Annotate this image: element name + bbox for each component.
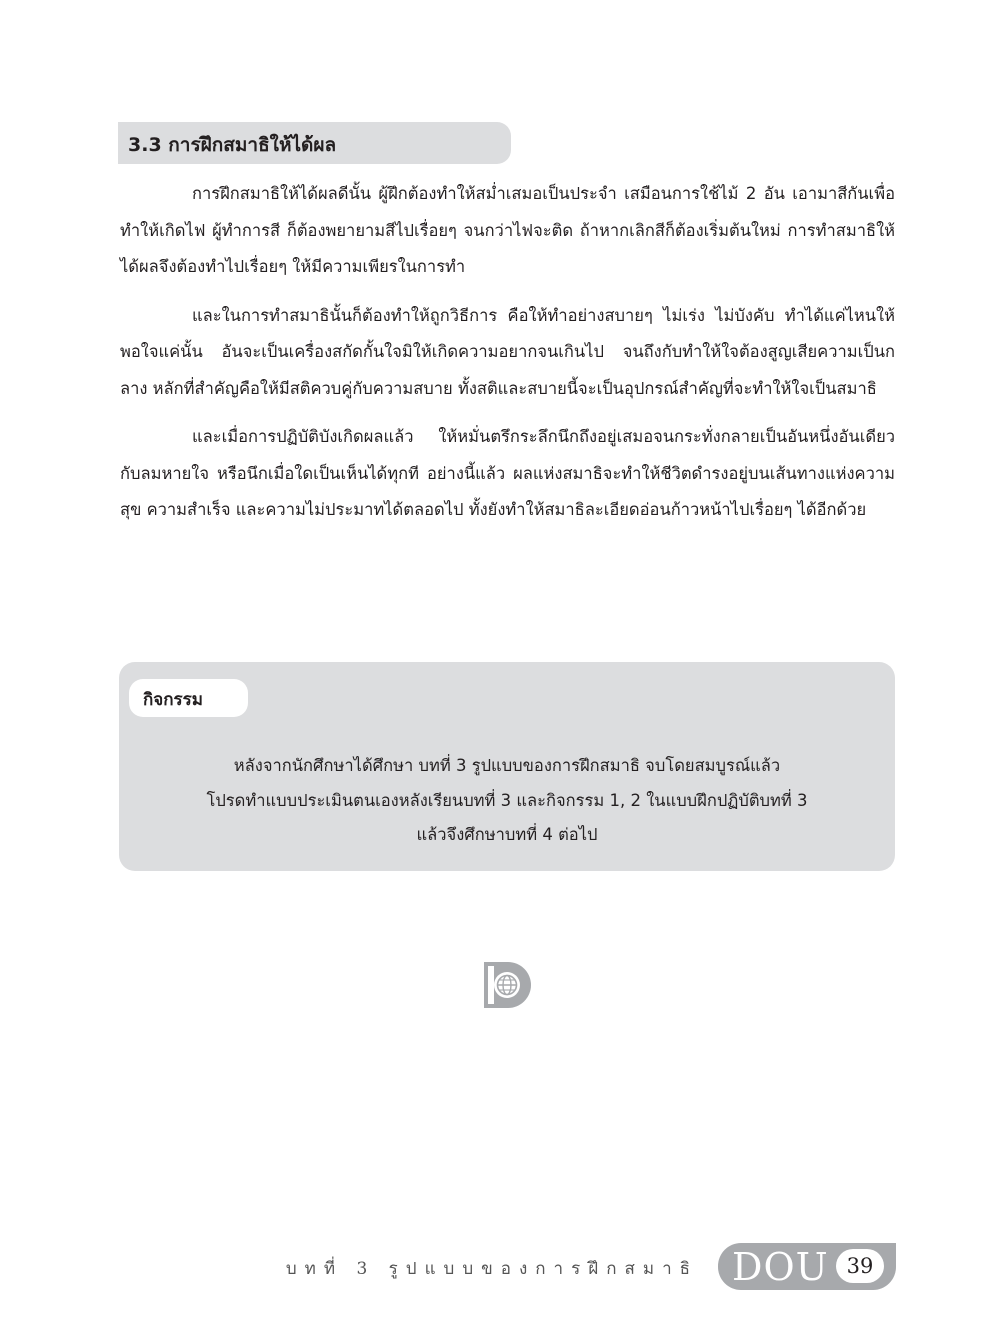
footer-brand: DOU — [732, 1245, 829, 1289]
section-heading: 3.3 การฝึกสมาธิให้ได้ผล — [118, 122, 511, 164]
paragraph-1: การฝึกสมาธิให้ได้ผลดีนั้น ผู้ฝึกต้องทำให้สม่ำเสมอเป็นประจำ เสมือนการใช้ไม้ 2 อัน เอามาสีกันเพื่อทำให้เกิดไฟ ผู้ทำการสี ก็ต้องพยายามสีไปเรื่อยๆ จนกว่าไฟจะติด ถ้าหากเลิกสีก็ต้องเริ่มต้นใหม่ การทำสมาธิให้ได้ผลจึงต้องทำไปเรื่อยๆ ให้มีความเพียรในการทำ — [120, 184, 895, 276]
footer-badge — [718, 1243, 896, 1290]
activity-box — [119, 662, 895, 871]
activity-text — [139, 749, 875, 853]
paragraph-3: และเมื่อการปฏิบัติบังเกิดผลแล้ว ให้หมั่นตรึกระลึกนึกถึงอยู่เสมอจนกระทั่งกลายเป็นอันหนึ่งอันเดียวกับลมหายใจ หรือนึกเมื่อใดเป็นเห็นได้ทุกที อย่างนี้แล้ว ผลแห่งสมาธิจะทำให้ชีวิตดำรงอยู่บนเส้นทางแห่งความสุข ความสำเร็จ และความไม่ประมาทได้ตลอดไป ทั้งยังทำให้สมาธิละเอียดอ่อนก้าวหน้าไปเรื่อยๆ ได้อีกด้วย — [120, 427, 895, 519]
activity-line-3: แล้วจึงศึกษาบทที่ 4 ต่อไป — [416, 825, 598, 844]
dou-logo-icon — [484, 962, 532, 1008]
paragraph-2: และในการทำสมาธินั้นก็ต้องทำให้ถูกวิธีการ คือให้ทำอย่างสบายๆ ไม่เร่ง ไม่บังคับ ทำได้แค่ไหนให้พอใจแค่นั้น อันจะเป็นเครื่องสกัดกั้นใจมิให้เกิดความอยากจนเกินไป จนถึงกับทำให้ใจต้องสูญเสียความเป็นกลาง หลักที่สำคัญคือให้มีสติควบคู่กับความสบาย ทั้งสติและสบายนี้จะเป็นอุปกรณ์สำคัญที่จะทำให้ใจเป็นสมาธิ — [120, 305, 895, 398]
footer-chapter-title: บทที่ 3 รูปแบบของการฝึกสมาธิ — [285, 1259, 698, 1279]
body-text — [120, 176, 895, 541]
activity-line-1: หลังจากนักศึกษาได้ศึกษา บทที่ 3 รูปแบบของการฝึกสมาธิ จบโดยสมบูรณ์แล้ว — [233, 756, 781, 775]
page-number: 39 — [836, 1249, 884, 1283]
activity-label: กิจกรรม — [129, 679, 248, 717]
activity-line-2: โปรดทำแบบประเมินตนเองหลังเรียนบทที่ 3 และกิจกรรม 1, 2 ในแบบฝึกปฏิบัติบทที่ 3 — [206, 790, 808, 810]
